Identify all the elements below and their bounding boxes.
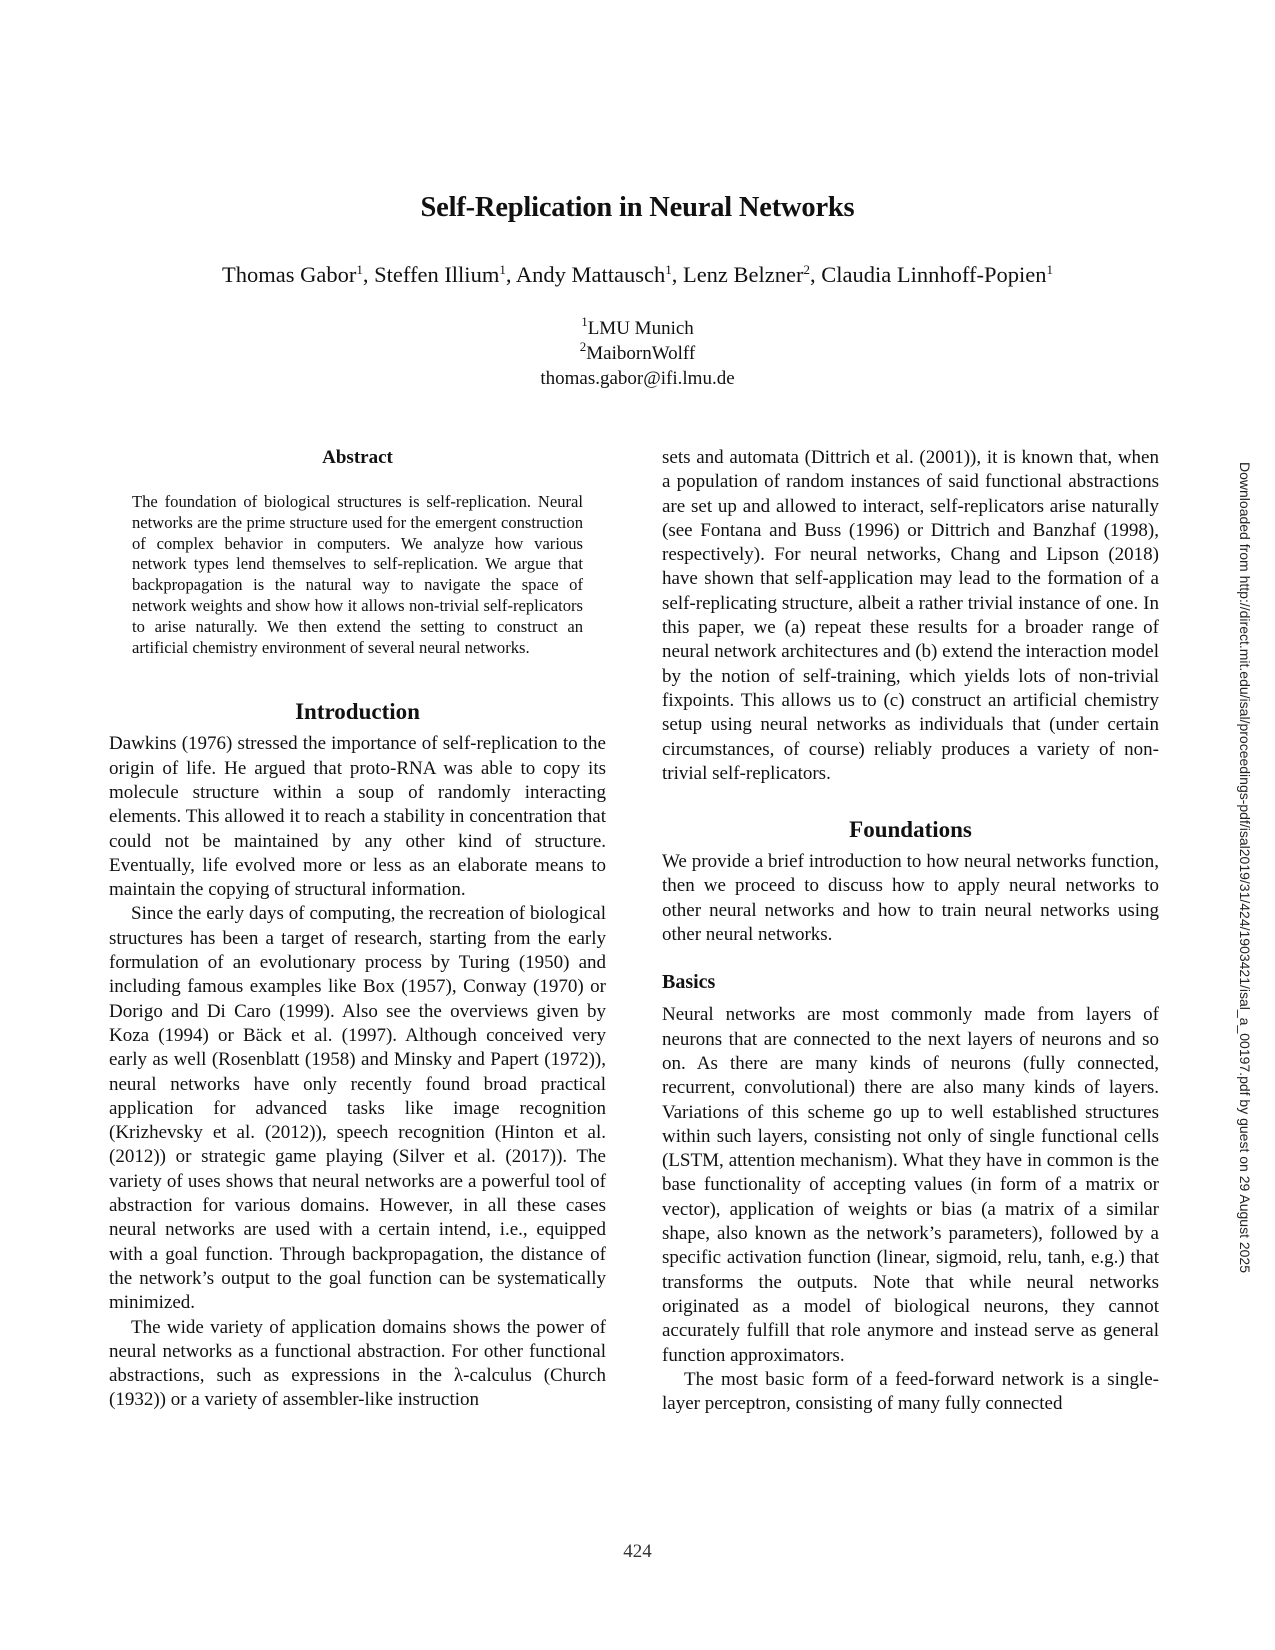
introduction-heading: Introduction — [295, 699, 420, 725]
affiliations — [0, 316, 1275, 391]
basics-paragraph: The most basic form of a feed-forward network is a single-layer perceptron, consisting of many fully connected — [662, 1368, 1159, 1415]
intro-paragraph: The wide variety of application domains shows the power of neural networks as a functional abstraction. For other functional abstractions, such as expressions in the λ-calculus (Church (1932)) or a variety of assembler-like instruction — [109, 1316, 606, 1411]
download-watermark: Downloaded from http://direct.mit.edu/isal/proceedings-pdf/isal2019/31/424/1903421/isal_a_00197.pdf by guest on 29 August 2025 — [1237, 462, 1253, 1274]
contact-email: thomas.gabor@ifi.lmu.de — [540, 368, 735, 389]
author-list — [0, 262, 1275, 288]
intro-paragraph-continued: sets and automata (Dittrich et al. (2001)), it is known that, when a population of random instances of said functional abstractions are set up and allowed to interact, self-replicators arise naturally (see Fontana and Buss (1996) or Dittrich and Banzhaf (1998), respectively). For neural networks, Chang and Lipson (2018) have shown that self-application may lead to the formation of a self-replicating structure, albeit a rather trivial instance of one. In this paper, we (a) repeat these results for a broader range of neural network architectures and (b) extend the interaction model by the notion of self-training, which yields lots of non-trivial fixpoints. This allows us to (c) construct an artificial chemistry setup using neural networks as individuals that (under certain circumstances, of course) reliably produces a variety of non-trivial self-replicators. — [662, 447, 1159, 784]
author: Steffen Illium$^1$, — [374, 262, 516, 287]
author: Thomas Gabor$^1$, — [222, 262, 375, 287]
basics-paragraph: Neural networks are most commonly made from layers of neurons that are connected to the next layers of neurons and so on. As there are many kinds of neurons (fully connected, recurrent, convolutional) there are also many kinds of layers. Variations of this scheme go up to well established structures within such layers, consisting not only of single functional cells (LSTM, attention mechanism). What they have in common is the base functionality of accepting values (in form of a matrix or vector), application of weights or bias (a matrix of a similar shape, also known as the network’s parameters), followed by a specific activation function (linear, sigmoid, relu, tanh, e.g.) that transforms the outputs. Note that while neural networks originated as a model of biological neurons, they cannot accurately fulfill that role anymore and instead serve as general function approximators. — [662, 1004, 1159, 1366]
author: Lenz Belzner$^2$, — [682, 262, 822, 287]
page-number: 424 — [623, 1541, 652, 1562]
intro-paragraph: Since the early days of computing, the recreation of biological structures has been a target of research, starting from the early formulation of an evolutionary process by Turing (1950) and including famous examples like Box (1957), Conway (1970) or Dorigo and Di Caro (1999). Also see the overviews given by Koza (1994) or Bäck et al. (1997). Although conceived very early as well (Rosenblatt (1958) and Minsky and Papert (1972)), neural networks have only recently found broad practical application for advanced tasks like image recognition (Krizhevsky et al. (2012)), speech recognition (Hinton et al. (2012)) or strategic game playing (Silver et al. (2017)). The variety of uses shows that neural networks are a powerful tool of abstraction for various domains. However, in all these cases neural networks are used with a certain intend, i.e., equipped with a goal function. Through backpropagation, the distance of the network’s output to the goal function can be systematically minimized. — [109, 903, 606, 1314]
affiliation: $^2$MaibornWolff — [579, 339, 696, 364]
basics-heading: Basics — [662, 971, 716, 994]
affiliation: $^1$LMU Munich — [581, 314, 694, 339]
abstract-text: The foundation of biological structures is self-replication. Neural networks are the prime structure used for the emergent construction of complex behavior in computers. We analyze how various network types lend themselves to self-replication. We argue that backpropagation is the natural way to navigate the space of network weights and show how it allows non-trivial self-replicators to arise naturally. We then extend the setting to construct an artificial chemistry environment of several neural networks. — [132, 492, 583, 657]
author: Claudia Linnhoff-Popien$^1$ — [821, 262, 1053, 287]
paper-title: Self-Replication in Neural Networks — [420, 192, 855, 223]
intro-paragraph: Dawkins (1976) stressed the importance of self-replication to the origin of life. He argued that proto-RNA was able to copy its molecule structure within a soup of randomly interacting elements. This allowed it to reach a stability in concentration that could not be maintained by any other kind of structure. Eventually, life evolved more or less as an elaborate means to maintain the copying of structural information. — [109, 733, 606, 901]
right-column — [662, 446, 1159, 1416]
left-column — [109, 446, 606, 1413]
foundations-heading: Foundations — [849, 817, 972, 843]
author: Andy Mattausch$^1$, — [515, 262, 683, 287]
foundations-intro: We provide a brief introduction to how neural networks function, then we proceed to discuss how to apply neural networks to other neural networks and how to train neural networks using other neural networks. — [662, 851, 1159, 946]
abstract-heading: Abstract — [322, 447, 393, 468]
